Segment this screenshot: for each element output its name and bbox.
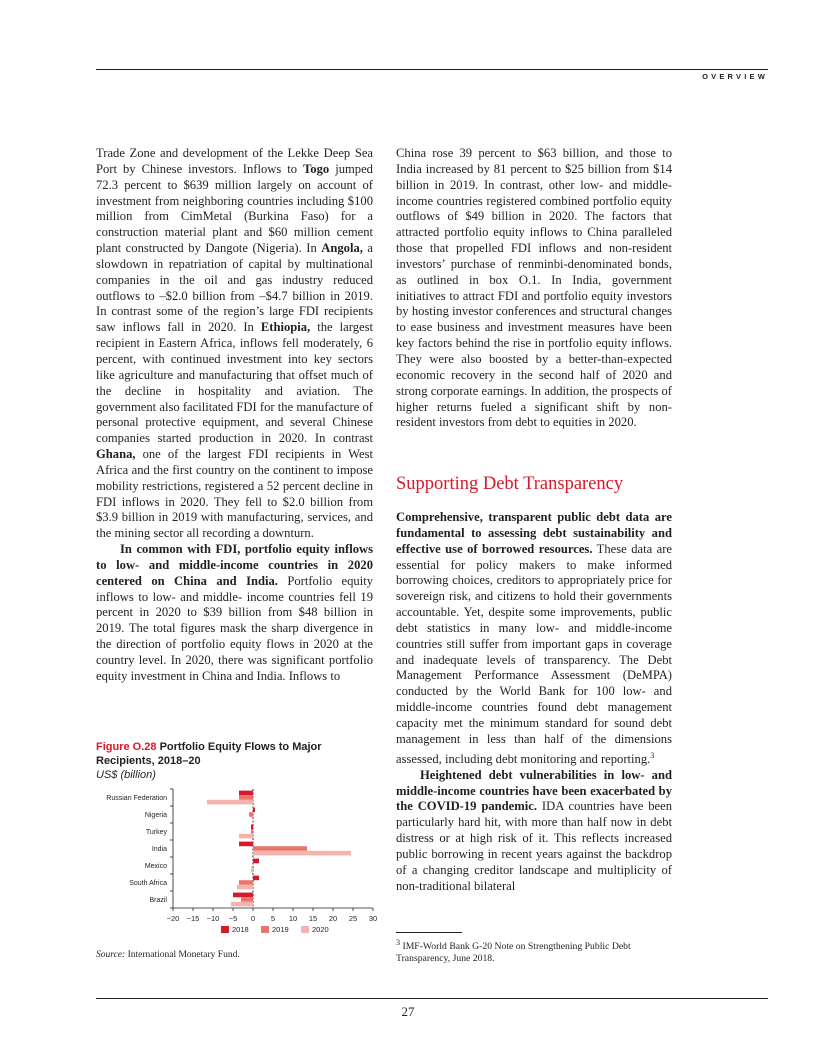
bar-2018: [233, 893, 253, 898]
legend-swatch-2018: [221, 926, 229, 933]
bar-2018: [239, 791, 253, 796]
text-run: Portfolio equity inflows to low- and middle- income countries fell 19 percent in 2020 to $39 billion from $48 billion in 2019. The total figures mask the sharp divergence in the direction of portfolio equity flows in 2020 at the country level. In 2020, there was significant portfolio equity investment in China and India. Inflows to: [96, 573, 373, 683]
portfolio-equity-chart: [96, 784, 386, 944]
figure-number: Figure O.28: [96, 741, 157, 753]
footnote: [396, 937, 676, 965]
bar-2019: [239, 880, 253, 885]
legend-label: 2020: [312, 925, 329, 934]
left-paragraph-1: [96, 146, 373, 542]
bar-2018: [251, 825, 253, 830]
figure-source: [96, 950, 240, 960]
right-paragraph-2: [396, 510, 672, 768]
header-rule: [96, 69, 768, 70]
bar-2019: [241, 897, 253, 902]
bold-run: Heightened debt vulnerabilities in low- and middle-income countries have been exacerbated by the COVID-19 pandemic.: [396, 767, 672, 814]
x-tick-label: −20: [166, 914, 180, 923]
bar-2019: [249, 812, 253, 817]
legend-swatch-2020: [301, 926, 309, 933]
text-run: IDA countries have been particularly hard hit, with more than half now in debt distress or at high risk of it. This reflects increased public borrowing in recent years against the backdrop of a changing creditor landscape and multiplicity of non-traditional bilateral: [396, 799, 673, 893]
category-label: South Africa: [129, 880, 167, 887]
x-tick-label: 15: [308, 914, 318, 923]
figure-caption: [96, 740, 376, 782]
bar-2018: [253, 808, 255, 813]
bold-run: In common with FDI, portfolio equity inflows to low- and middle-income countries in 2020 centered on China and India.: [96, 542, 373, 588]
footnote-text: IMF-World Bank G-20 Note on Strengthening Public Debt Transparency, June 2018.: [396, 941, 631, 965]
bar-2019: [253, 846, 307, 851]
figure-units: US$ (billion): [96, 769, 156, 781]
x-tick-label: 25: [348, 914, 358, 923]
x-tick-label: 30: [368, 914, 378, 923]
x-tick-label: 5: [270, 914, 276, 923]
bar-2019: [251, 829, 253, 834]
x-tick-label: 0: [250, 914, 256, 923]
footnote-mark: 3: [396, 938, 401, 947]
bar-2018: [253, 859, 259, 864]
x-tick-label: −15: [186, 914, 200, 923]
right-column: [396, 146, 672, 894]
legend-label: 2018: [232, 925, 249, 934]
bar-2020: [239, 834, 253, 839]
right-paragraph-1: China rose 39 percent to $63 billion, and those to India increased by 81 percent to $25 billion from $14 billion in 2019. In contrast, other low- and middle-income countries registered combined portfolio equity outflows of $49 billion in 2020. The factors that attracted portfolio equity inflows to China paralleled those that propelled FDI inflows and non-resident investors’ purchase of renminbi-denominated bonds, as outlined in box O.1. In India, government initiatives to attract FDI and portfolio equity investors by hosting investor conferences and structural changes to ease business and investment measures have been key factors behind the rise in portfolio equity inflows. They were also boosted by a better-than-expected economic recovery in the second half of 2020 and strong corporate earnings. In addition, the prospects of higher returns fueled a significant shift by non-resident investors from debt to equities in 2020.: [396, 146, 672, 430]
text-run: the largest recipient in Eastern Africa, inflows fell moderately, 6 percent, with continued investment into key sectors like agriculture and manufacturing that offset much of the decline in hospitality and aviation. The government also facilitated FDI for the manufacture of personal protective equipment, and several Chinese companies started production in 2020. In contrast: [96, 320, 373, 446]
category-label: Brazil: [149, 897, 167, 904]
source-label: Source:: [96, 950, 126, 960]
right-paragraph-3: [396, 768, 672, 895]
bar-2019: [239, 795, 253, 800]
x-tick-label: 20: [328, 914, 338, 923]
bar-2020: [253, 851, 351, 856]
category-label: Turkey: [145, 829, 167, 836]
legend-swatch-2019: [261, 926, 269, 933]
text-run: Trade Zone and development of the Lekke Deep Sea Port by Chinese investors. Inflows to: [96, 146, 373, 176]
bold-run: Togo: [303, 161, 330, 176]
figure-title-text: Portfolio Equity Flows to Major Recipients, 2018–20: [96, 741, 322, 767]
footnote-ref: 3: [650, 750, 655, 760]
category-label: Nigeria: [144, 812, 167, 819]
section-heading: Supporting Debt Transparency: [396, 474, 624, 495]
bar-2020: [231, 902, 253, 907]
footer-rule: [96, 998, 768, 999]
bold-run: Angola,: [321, 241, 363, 256]
text-run: jumped 72.3 percent to $639 million largely on account of investment from neighboring countries including $100 million from CimMetal (Burkina Faso) for a construction material plant and $60 million cement plant constructed by Dangote (Nigeria). In: [96, 161, 373, 256]
bar-2018: [239, 842, 253, 847]
category-label: Mexico: [144, 863, 167, 870]
page-number: 27: [401, 1004, 415, 1019]
category-label: Russian Federation: [106, 795, 167, 802]
text-run: one of the largest FDI recipients in West Africa and the first country on the continent to impose mobility restrictions, registered a 52 percent decline in FDI inflows in 2020. They fell to $2.0 billion from $3.9 billion in 2019 with manufacturing, services, and the mining sector all recording a downturn.: [96, 447, 373, 541]
x-tick-label: −10: [206, 914, 220, 923]
x-tick-label: 10: [288, 914, 298, 923]
bold-run: Ghana,: [96, 447, 136, 462]
text-run: a slowdown in repatriation of capital by multinational companies in the oil and gas industry reduced outflows to –$2.0 billion from –$4.7 billion in 2019. In contrast some of the region’s large FDI recipients saw inflows fall in 2020. In: [96, 241, 373, 335]
footnote-rule: [396, 932, 462, 933]
text-run: These data are essential for policy makers to make informed borrowing choices, creditors to appropriately price for sovereign risk, and citizens to hold their governments accountable. Yet, despite some improvements, public debt statistics in many low- and middle-income countries still suffer from important gaps in coverage and inadequate levels of transparency. The Debt Management Performance Assessment (DeMPA) conducted by the World Bank for 100 low- and middle-income countries found debt management capacity met the minimum standard for sound debt management in less than half of the dimensions assessed, including debt monitoring and reporting.: [396, 541, 672, 766]
category-label: India: [151, 846, 167, 853]
legend-label: 2019: [272, 925, 289, 934]
bold-run: Ethiopia,: [260, 320, 311, 335]
bar-2020: [237, 885, 253, 890]
left-column: [96, 146, 373, 685]
figure-title: [96, 740, 376, 768]
left-paragraph-2: [96, 542, 373, 685]
bold-run: Comprehensive, transparent public debt data are fundamental to assessing debt sustainability and effective use of borrowed resources.: [396, 510, 672, 556]
x-tick-label: −5: [228, 914, 238, 923]
bar-2018: [253, 876, 259, 881]
running-head: OVERVIEW: [702, 72, 768, 81]
bar-2020: [207, 800, 253, 805]
source-text: International Monetary Fund.: [125, 950, 240, 960]
bar-2020: [251, 868, 253, 873]
